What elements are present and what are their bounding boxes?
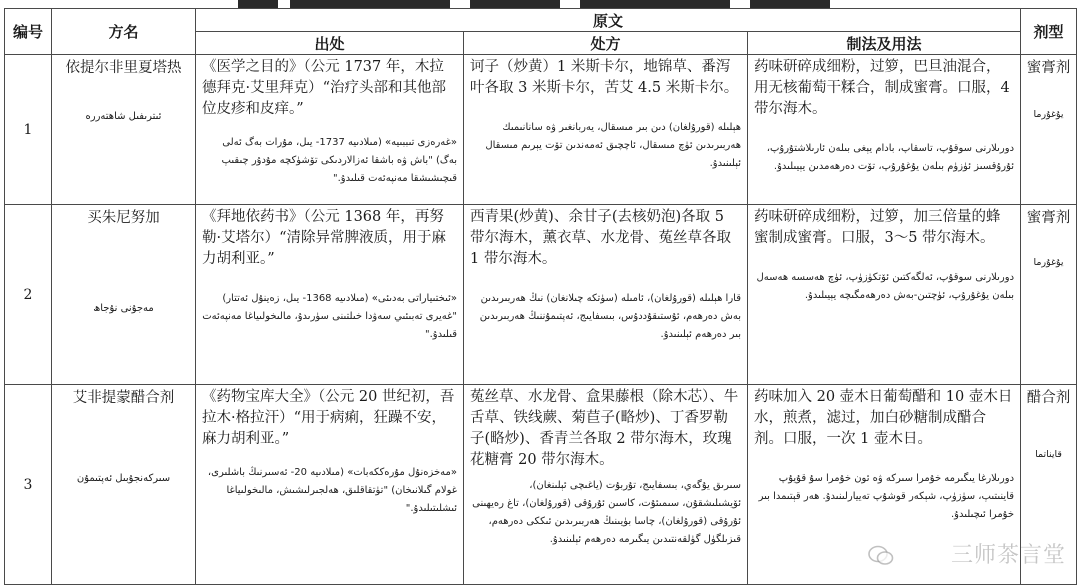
header-index: 编号 [5,9,52,55]
form-cell [1021,205,1077,385]
header-name: 方名 [52,9,196,55]
formula-name-ug: سىركەنجۇبىل ئەپتىمۇن [76,473,171,484]
method-zh: 药味研碎成细粉，过箩，加三倍量的蜂蜜制成蜜膏。口服，3～5 带尔海木。 [754,209,1001,246]
form-zh: 蜜膏剂 [1026,210,1071,226]
formula-name-zh: 依提尔非里夏塔热 [65,60,182,76]
source-ug: «مەخزەنۇل مۇرەككەبات» (مىلادىيە 20- ئەسىرنىڭ باشلىرى، غولام گىلانىخان) "تۈتقاقلىق، ھەلجىرلىشىش، مالىخولىياغا ئىشلىتىلىدۇ." [207,467,457,514]
name-cell [52,205,196,385]
prescription-ug: ھېلىلە (قورۇلغان) دىن بىر مىسقال، يەربانغىر ۋە سانانىمىك ھەربىرىدىن ئۈچ مىسقال، ئاچچىق ئەمەندىن تۆت يېرىم مىسقال ئېلىنىدۇ. [485,122,741,169]
header-source: 出处 [196,32,464,55]
prescription-zh: 诃子（炒黄）1 米斯卡尔，地锦草、番泻叶各取 3 米斯卡尔，苦艾 4.5 米斯卡尔。 [470,59,739,96]
source-ug: «ئىختىياراتى بەدىئى» (مىلادىيە 1368- يىل، زەينۇل ئەتتار) "غەيرى تەبىئىي سەۋدا خىلتىنى سۈرىدۇ، مالىخولىياغا مەنپەئەت قىلىدۇ." [202,293,457,340]
name-cell [52,385,196,585]
method-zh: 药味加入 20 壶木日葡萄醋和 10 壶木日水，煎煮，滤过，加白砂糖制成醋合剂。口服，一次 1 壶木日。 [754,389,1013,447]
form-zh: 醋合剂 [1026,390,1071,406]
chat-bubble-icon [868,545,894,567]
method-cell [748,205,1021,385]
method-ug: دورىلارنى سوقۇپ، تاسقاپ، بادام يېغى بىلەن ئارىلاشتۇرۇپ، ئۇرۇقسىز ئۈزۈم بىلەن يۇغۇرۇپ، تۆت دەرھەمدىن يېيىلىدۇ. [766,143,1015,172]
form-ug: يۇغۇرما [1033,109,1064,120]
formula-name-zh: 买朱尼努加 [87,210,160,226]
header-original: 原文 [196,9,1021,32]
watermark-text: 三师茶言堂 [950,543,1066,568]
source-cell [196,385,464,585]
formula-name-ug: مەجۇنى نۇجاھ [93,303,154,314]
row-index: 3 [5,385,52,585]
name-cell [52,55,196,205]
form-cell [1021,55,1077,205]
form-ug: قايناتما [1035,449,1062,460]
prescription-ug: قارا ھېلىلە (قورۇلغان)، ئامىلە (سۈتكە چىلانغان) نىڭ ھەربىرىدىن بەش دەرھەم، ئۇستىقۇددۇس، بىسفايىج، ئەپتىمۇننىڭ ھەربىرىدىن بىر دەرھەم ئېلىنىدۇ. [479,293,741,340]
prescription-cell [464,205,748,385]
method-ug: دورىلارغا يىگىرمە خۇمرا سىركە ۋە ئون خۇمرا سۇ قۇيۇپ قاينىتىپ، سۈزۈپ، شېكەر قوشۇپ تەييارلىنىدۇ. ھەر قېتىمدا بىر خۇمرا ئىچىلىدۇ. [758,473,1015,520]
method-zh: 药味研碎成细粉，过箩，巴旦油混合，用无核葡萄干糅合，制成蜜膏。口服，4 带尔海木。 [754,59,1010,117]
prescription-cell [464,55,748,205]
form-ug: يۇغۇرما [1033,257,1064,268]
formula-name-zh: 艾非提蒙醋合剂 [72,390,175,406]
prescription-zh: 西青果(炒黄)、余甘子(去核奶泡)各取 5 带尔海木，薰衣草、水龙骨、菟丝草各取 1 带尔海木。 [470,209,731,267]
form-zh: 蜜膏剂 [1026,60,1071,76]
prescription-cell [464,385,748,585]
source-zh: 《拜地依药书》（公元 1368 年，再努勒·艾塔尔）“清除异常脾液质，用于麻力胡利亚。” [202,209,447,267]
source-ug: «غەرەزى تىببىيە» (مىلادىيە 1737- يىل، مۇرات بەگ ئەلى بەگ) "باش ۋە باشقا ئەزالاردىكى تۆشۈكچە مۇدۇر چىقىپ قىچىشىشقا مەنپەئەت قىلىدۇ." [221,137,457,184]
source-cell [196,55,464,205]
source-cell [196,205,464,385]
header-form: 剂型 [1021,9,1077,55]
header-method: 制法及用法 [748,32,1021,55]
source-zh: 《医学之目的》（公元 1737 年，木拉德拜克·艾里拜克）“治疗头部和其他部位皮疹和皮痒。” [202,59,447,117]
prescription-zh: 菟丝草、水龙骨、盒果藤根（除木芯）、牛舌草、铁线蕨、菊苣子(略炒)、丁香罗勒子(略炒)、香青兰各取 2 带尔海木，玫瑰花糖膏 20 带尔海木。 [470,389,739,468]
header-prescription: 处方 [464,32,748,55]
table-row [5,385,1077,585]
method-cell [748,55,1021,205]
formula-table [4,8,1077,585]
row-index: 1 [5,55,52,205]
formula-name-ug: ئىترىفىل شاھتەررە [85,111,162,122]
row-index: 2 [5,205,52,385]
cropped-title-strip [0,0,1080,8]
method-ug: دورىلارنى سوقۇپ، ئەلگەكتىن ئۆتكۈزۈپ، ئۈچ ھەسسە ھەسەل بىلەن يۇغۇرۇپ، ئۈچتىن-بەش دەرھەمگىچە يېيىلىدۇ. [756,272,1015,301]
prescription-ug: سىرىق يۇگەي، بىسفايىج، تۇربۇت (ياغىچى ئېلىنغان)، ئۆيشىلىشقۇن، سىمىئۇت، كاسىن ئۇرۇقى (قورۇلغان)، تاغ رەيھىنى ئۇرۇقى (قورۇلغان)، چاسا بۈيىنىڭ ھەربىرىدىن ئىككى دەرھەم، قىزىلگۈل گۈلقەنتىدىن يىگىرمە دەرھەم ئېلىنىدۇ. [472,480,741,545]
table-row [5,205,1077,385]
source-zh: 《药物宝库大全》（公元 20 世纪初，吾拉木·格拉汗）“用于病痢，狂躁不安，麻力胡利亚。” [202,389,455,447]
table-row [5,55,1077,205]
